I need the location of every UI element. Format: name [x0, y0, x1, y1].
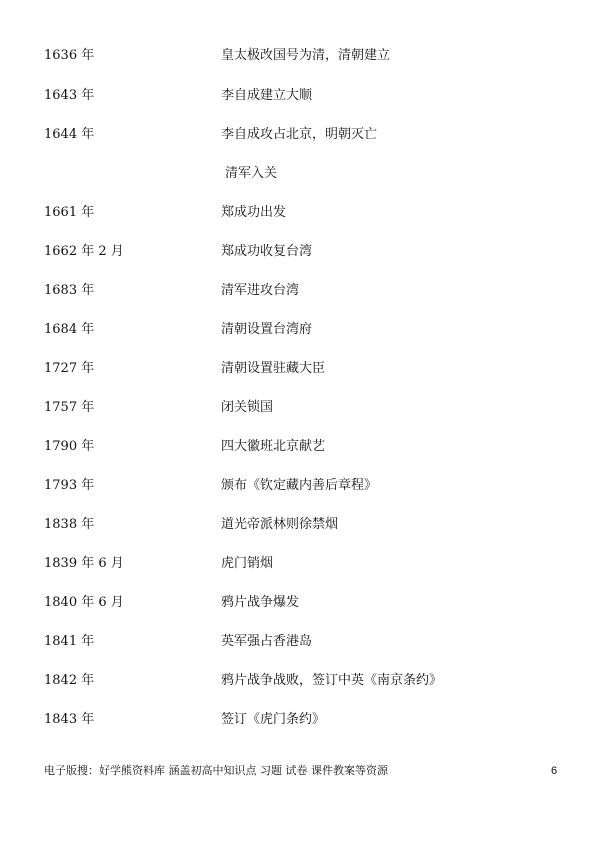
timeline-event: 英军强占香港岛	[221, 634, 313, 649]
timeline-event: 道光帝派林则徐禁烟	[221, 517, 339, 532]
timeline-event: 皇太极改国号为清，清朝建立	[221, 48, 391, 63]
page-footer-text: 电子版搜：好学熊资料库 涵盖初高中知识点 习题 试卷 课件教案等资源	[44, 764, 388, 777]
timeline-event: 鸦片战争爆发	[221, 595, 300, 610]
page-number: 6	[551, 765, 558, 777]
timeline-event: 虎门销烟	[221, 556, 274, 571]
timeline-row	[0, 476, 600, 496]
timeline-event: 郑成功出发	[221, 205, 287, 220]
timeline-row	[0, 203, 600, 223]
timeline-event: 清朝设置驻藏大臣	[221, 361, 326, 376]
timeline-event: 李自成建立大顺	[221, 88, 313, 103]
timeline-row	[0, 320, 600, 340]
timeline-event: 清朝设置台湾府	[221, 322, 313, 337]
timeline-date: 1757 年	[44, 400, 95, 415]
timeline-date: 1661 年	[44, 205, 95, 220]
timeline-row	[0, 281, 600, 301]
timeline-date: 1790 年	[44, 439, 95, 454]
timeline-event: 签订《虎门条约》	[221, 712, 326, 727]
timeline-date: 1644 年	[44, 127, 95, 142]
timeline-row	[0, 515, 600, 535]
timeline-date: 1662 年 2 月	[44, 244, 124, 259]
timeline-date: 1793 年	[44, 478, 95, 493]
timeline-row	[0, 671, 600, 691]
timeline-event: 李自成攻占北京，明朝灭亡	[221, 127, 378, 142]
timeline-event: 四大徽班北京献艺	[221, 439, 326, 454]
timeline-event: 郑成功收复台湾	[221, 244, 313, 259]
timeline-date: 1841 年	[44, 634, 95, 649]
timeline-date: 1684 年	[44, 322, 95, 337]
timeline-row	[0, 710, 600, 730]
timeline-row	[0, 242, 600, 262]
timeline-event: 鸦片战争战败，签订中英《南京条约》	[221, 673, 443, 688]
timeline-date: 1727 年	[44, 361, 95, 376]
timeline-row	[0, 164, 600, 184]
timeline-row	[0, 86, 600, 106]
timeline-event: 闭关锁国	[221, 400, 274, 415]
timeline-date: 1839 年 6 月	[44, 556, 124, 571]
timeline-event: 清军进攻台湾	[221, 283, 300, 298]
timeline-date: 1840 年 6 月	[44, 595, 124, 610]
timeline-row	[0, 398, 600, 418]
timeline-row	[0, 359, 600, 379]
timeline-date: 1842 年	[44, 673, 95, 688]
timeline-event: 清军入关	[225, 166, 278, 181]
timeline-row	[0, 125, 600, 145]
timeline-date: 1843 年	[44, 712, 95, 727]
timeline-date: 1643 年	[44, 88, 95, 103]
timeline-row	[0, 632, 600, 652]
timeline-row	[0, 46, 600, 66]
timeline-event: 颁布《钦定藏内善后章程》	[221, 478, 378, 493]
timeline-date: 1636 年	[44, 48, 95, 63]
timeline-row	[0, 554, 600, 574]
timeline-row	[0, 593, 600, 613]
timeline-date: 1683 年	[44, 283, 95, 298]
timeline-date: 1838 年	[44, 517, 95, 532]
timeline-row	[0, 437, 600, 457]
